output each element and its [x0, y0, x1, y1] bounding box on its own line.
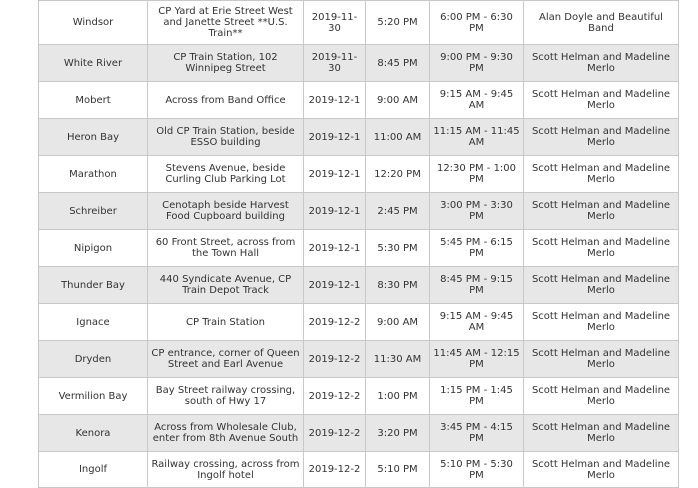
location-cell: Bay Street railway crossing, south of Hwy 17 — [148, 378, 304, 415]
date-cell: 2019-11-30 — [304, 1, 366, 45]
town-cell: Vermilion Bay — [39, 378, 148, 415]
location-cell: Across from Band Office — [148, 82, 304, 119]
location-cell: CP Yard at Erie Street West and Janette Street **U.S. Train** — [148, 1, 304, 45]
table-row — [39, 82, 679, 119]
arrival-time-cell: 9:00 AM — [366, 82, 430, 119]
location-cell: Old CP Train Station, beside ESSO building — [148, 119, 304, 156]
performer-cell: Scott Helman and Madeline Merlo — [524, 452, 679, 488]
date-cell: 2019-12-1 — [304, 82, 366, 119]
arrival-time-cell: 5:20 PM — [366, 1, 430, 45]
date-cell: 2019-12-2 — [304, 378, 366, 415]
date-cell: 2019-12-1 — [304, 230, 366, 267]
location-cell: Railway crossing, across from Ingolf hotel — [148, 452, 304, 488]
location-cell: Cenotaph beside Harvest Food Cupboard building — [148, 193, 304, 230]
town-cell: Nipigon — [39, 230, 148, 267]
performer-cell: Scott Helman and Madeline Merlo — [524, 230, 679, 267]
event-time-cell: 11:15 AM - 11:45 AM — [430, 119, 524, 156]
event-time-cell: 3:45 PM - 4:15 PM — [430, 415, 524, 452]
town-cell: Mobert — [39, 82, 148, 119]
performer-cell: Scott Helman and Madeline Merlo — [524, 304, 679, 341]
town-cell: Kenora — [39, 415, 148, 452]
arrival-time-cell: 11:00 AM — [366, 119, 430, 156]
performer-cell: Scott Helman and Madeline Merlo — [524, 378, 679, 415]
town-cell: Schreiber — [39, 193, 148, 230]
table-row — [39, 341, 679, 378]
event-time-cell: 5:45 PM - 6:15 PM — [430, 230, 524, 267]
date-cell: 2019-12-1 — [304, 156, 366, 193]
town-cell: Thunder Bay — [39, 267, 148, 304]
performer-cell: Scott Helman and Madeline Merlo — [524, 341, 679, 378]
event-time-cell: 11:45 AM - 12:15 PM — [430, 341, 524, 378]
performer-cell: Scott Helman and Madeline Merlo — [524, 45, 679, 82]
event-time-cell: 9:15 AM - 9:45 AM — [430, 304, 524, 341]
performer-cell: Alan Doyle and Beautiful Band — [524, 1, 679, 45]
table-row — [39, 156, 679, 193]
date-cell: 2019-12-1 — [304, 267, 366, 304]
town-cell: Marathon — [39, 156, 148, 193]
arrival-time-cell: 5:30 PM — [366, 230, 430, 267]
location-cell: CP entrance, corner of Queen Street and Earl Avenue — [148, 341, 304, 378]
event-time-cell: 3:00 PM - 3:30 PM — [430, 193, 524, 230]
table-row — [39, 1, 679, 45]
performer-cell: Scott Helman and Madeline Merlo — [524, 415, 679, 452]
arrival-time-cell: 8:45 PM — [366, 45, 430, 82]
event-time-cell: 9:15 AM - 9:45 AM — [430, 82, 524, 119]
performer-cell: Scott Helman and Madeline Merlo — [524, 82, 679, 119]
arrival-time-cell: 3:20 PM — [366, 415, 430, 452]
town-cell: White River — [39, 45, 148, 82]
location-cell: 60 Front Street, across from the Town Hall — [148, 230, 304, 267]
date-cell: 2019-11-30 — [304, 45, 366, 82]
event-time-cell: 5:10 PM - 5:30 PM — [430, 452, 524, 488]
date-cell: 2019-12-2 — [304, 452, 366, 488]
tour-schedule-table — [38, 0, 679, 488]
performer-cell: Scott Helman and Madeline Merlo — [524, 119, 679, 156]
event-time-cell: 6:00 PM - 6:30 PM — [430, 1, 524, 45]
location-cell: CP Train Station — [148, 304, 304, 341]
performer-cell: Scott Helman and Madeline Merlo — [524, 156, 679, 193]
arrival-time-cell: 8:30 PM — [366, 267, 430, 304]
date-cell: 2019-12-2 — [304, 304, 366, 341]
town-cell: Ingolf — [39, 452, 148, 488]
performer-cell: Scott Helman and Madeline Merlo — [524, 193, 679, 230]
event-time-cell: 8:45 PM - 9:15 PM — [430, 267, 524, 304]
table-row — [39, 45, 679, 82]
location-cell: CP Train Station, 102 Winnipeg Street — [148, 45, 304, 82]
table-row — [39, 230, 679, 267]
arrival-time-cell: 9:00 AM — [366, 304, 430, 341]
date-cell: 2019-12-1 — [304, 193, 366, 230]
table-body — [39, 1, 679, 488]
arrival-time-cell: 11:30 AM — [366, 341, 430, 378]
table-row — [39, 378, 679, 415]
event-time-cell: 1:15 PM - 1:45 PM — [430, 378, 524, 415]
table-row — [39, 119, 679, 156]
date-cell: 2019-12-1 — [304, 119, 366, 156]
table-row — [39, 415, 679, 452]
event-time-cell: 12:30 PM - 1:00 PM — [430, 156, 524, 193]
town-cell: Windsor — [39, 1, 148, 45]
town-cell: Ignace — [39, 304, 148, 341]
performer-cell: Scott Helman and Madeline Merlo — [524, 267, 679, 304]
arrival-time-cell: 12:20 PM — [366, 156, 430, 193]
arrival-time-cell: 5:10 PM — [366, 452, 430, 488]
arrival-time-cell: 1:00 PM — [366, 378, 430, 415]
location-cell: 440 Syndicate Avenue, CP Train Depot Track — [148, 267, 304, 304]
location-cell: Stevens Avenue, beside Curling Club Parking Lot — [148, 156, 304, 193]
table-row — [39, 193, 679, 230]
location-cell: Across from Wholesale Club, enter from 8th Avenue South — [148, 415, 304, 452]
event-time-cell: 9:00 PM - 9:30 PM — [430, 45, 524, 82]
table-row — [39, 267, 679, 304]
town-cell: Dryden — [39, 341, 148, 378]
schedule-table-wrapper — [38, 0, 679, 488]
date-cell: 2019-12-2 — [304, 341, 366, 378]
table-row — [39, 452, 679, 488]
date-cell: 2019-12-2 — [304, 415, 366, 452]
arrival-time-cell: 2:45 PM — [366, 193, 430, 230]
table-row — [39, 304, 679, 341]
town-cell: Heron Bay — [39, 119, 148, 156]
